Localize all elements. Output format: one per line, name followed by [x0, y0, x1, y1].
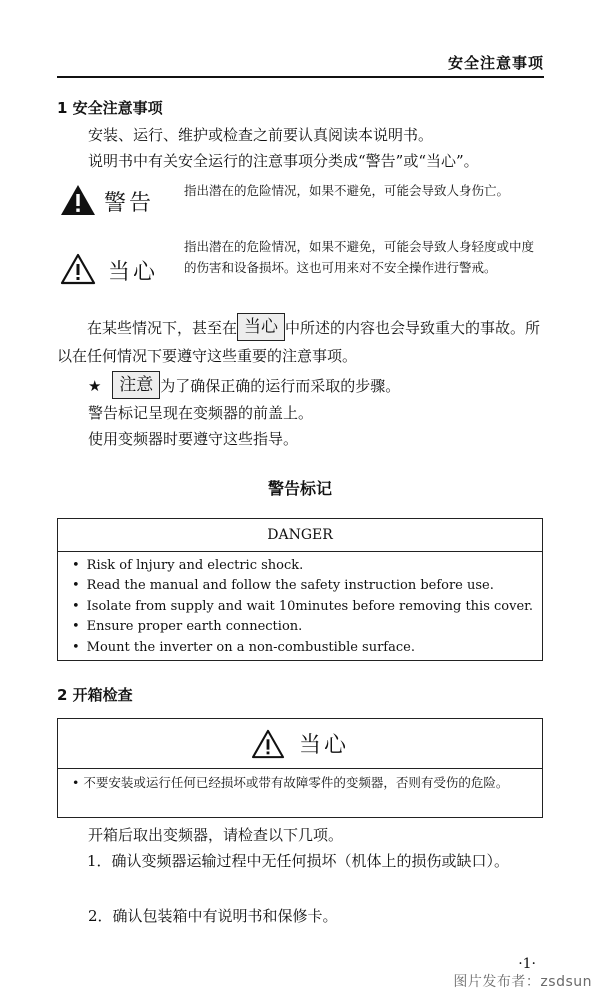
check-item-2: 2．确认包装箱中有说明书和保修卡。 [88, 907, 338, 925]
caution-description: 指出潜在的危险情况，如果不避免，可能会导致人身轻度或中度的伤害和设备损坏。这也可用来对不安全操作进行警戒。 [184, 239, 535, 275]
para-text-after: 中所述的内容也会导致重大的事故。所以在任何情况下要遵守这些重要的注意事项。 [57, 319, 541, 365]
danger-label-box [57, 518, 543, 661]
warning-filled-icon [60, 184, 96, 216]
star-mark: ★ [88, 377, 102, 395]
caution-importance-paragraph [57, 313, 547, 370]
header-divider [57, 76, 544, 78]
danger-item: • Ensure proper earth connection. [72, 617, 542, 637]
page-header-title: 安全注意事项 [447, 54, 544, 72]
caution-label: 当心 [108, 260, 159, 285]
danger-items [58, 552, 542, 658]
intro-line-2: 说明书中有关安全运行的注意事项分类成“警告”或“当心”。 [88, 152, 479, 170]
danger-header: DANGER [58, 519, 542, 552]
danger-item: • Mount the inverter on a non-combustible surface. [72, 638, 542, 658]
follow-guidelines-line: 使用变频器时要遵守这些指导。 [88, 430, 299, 448]
unpacking-caution-box [57, 718, 543, 818]
page-number: ·1· [518, 956, 536, 972]
danger-item: • Risk of lnjury and electric shock. [72, 556, 542, 576]
warning-outline-icon [60, 253, 96, 285]
note-text: 为了确保正确的运行而采取的步骤。 [160, 377, 401, 395]
caution-box-label: 当心 [298, 733, 349, 758]
para-text-before: 在某些情况下，甚至在 [87, 319, 238, 337]
danger-item: • Isolate from supply and wait 10minutes before removing this cover. [72, 597, 542, 617]
intro-line-1: 安装、运行、维护或检查之前要认真阅读本说明书。 [88, 126, 434, 144]
section-2-title: 2 开箱检查 [57, 686, 133, 704]
caution-box-header [58, 719, 542, 769]
note-boxed-label: 注意 [112, 371, 160, 399]
caution-box-text: • 不要安装或运行任何已经损坏或带有故障零件的变频器，否则有受伤的危险。 [72, 775, 509, 790]
warning-outline-icon [251, 729, 285, 759]
danger-item: • Read the manual and follow the safety instruction before use. [72, 576, 542, 596]
warning-label: 警告 [104, 191, 155, 216]
warning-mark-title: 警告标记 [267, 479, 332, 498]
caution-boxed-label: 当心 [237, 313, 285, 341]
publisher-watermark: 图片发布者：zsdsun [453, 974, 592, 990]
check-item-1: 1．确认变频器运输过程中无任何损坏（机体上的损伤或缺口）。 [87, 852, 510, 870]
warning-mark-location-line: 警告标记呈现在变频器的前盖上。 [88, 404, 314, 422]
unpack-intro: 开箱后取出变频器，请检查以下几项。 [88, 826, 344, 844]
warning-description: 指出潜在的危险情况，如果不避免，可能会导致人身伤亡。 [184, 183, 510, 198]
section-1-title: 1 安全注意事项 [57, 99, 163, 117]
note-line [88, 371, 548, 400]
